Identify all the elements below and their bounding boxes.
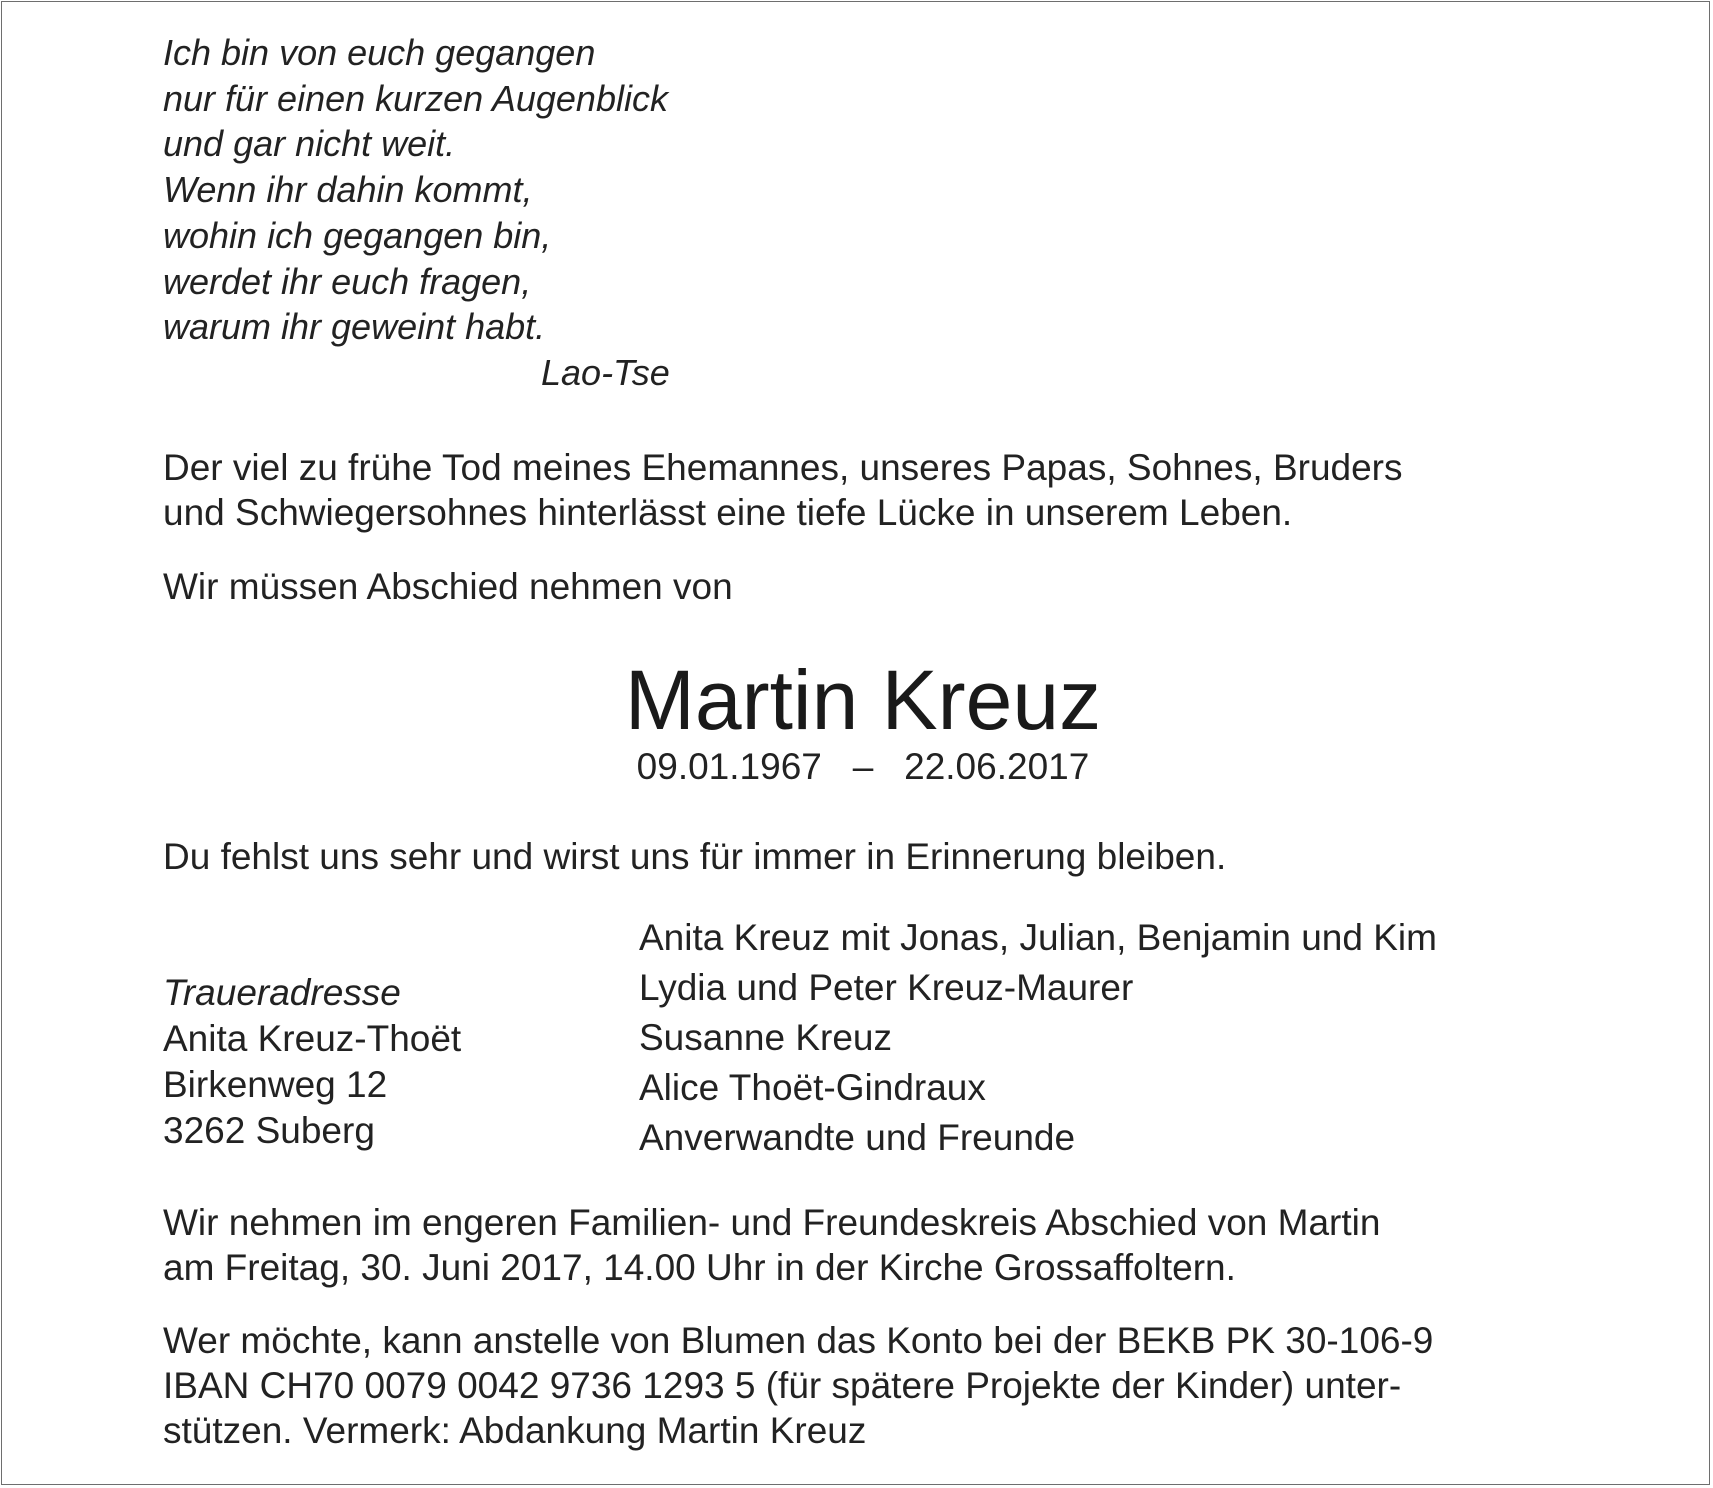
donation-line: stützen. Vermerk: Abdankung Martin Kreuz <box>163 1410 867 1451</box>
address-line: 3262 Suberg <box>163 1110 375 1151</box>
farewell-intro: Wir müssen Abschied nehmen von <box>163 566 733 607</box>
intro-line: Der viel zu frühe Tod meines Ehemannes, unseres Papas, Sohnes, Bruders <box>163 447 1403 488</box>
death-date: 22.06.2017 <box>904 746 1090 787</box>
poem-line: Ich bin von euch gegangen <box>163 32 596 73</box>
birth-date: 09.01.1967 <box>636 746 822 787</box>
mourner-entry: Alice Thoët-Gindraux <box>639 1067 986 1108</box>
mourner-entry: Anverwandte und Freunde <box>639 1117 1076 1158</box>
service-paragraph <box>163 1200 1380 1290</box>
date-separator: – <box>852 746 874 787</box>
address-label: Traueradresse <box>163 972 401 1013</box>
poem-line: und gar nicht weit. <box>163 123 456 165</box>
mourners-list <box>639 913 1437 1163</box>
mourning-address <box>163 970 461 1154</box>
poem-line: warum ihr geweint habt. <box>163 306 546 348</box>
remembrance-text: Du fehlst uns sehr und wirst uns für immer in Erinnerung bleiben. <box>163 836 1227 877</box>
service-line: Wir nehmen im engeren Familien- und Freundeskreis Abschied von Martin <box>163 1202 1381 1243</box>
mourner-entry: Lydia und Peter Kreuz-Maurer <box>639 967 1134 1008</box>
life-dates <box>163 744 1563 789</box>
deceased-name: Martin Kreuz <box>624 653 1102 747</box>
poem-author: Lao-Tse <box>541 351 670 393</box>
intro-line: und Schwiegersohnes hinterlässt eine tiefe Lücke in unserem Leben. <box>163 492 1293 533</box>
intro-paragraph <box>163 445 1403 535</box>
poem-line: nur für einen kurzen Augenblick <box>163 77 668 119</box>
donation-paragraph <box>163 1318 1433 1453</box>
address-line: Birkenweg 12 <box>163 1064 388 1105</box>
address-line: Anita Kreuz-Thoët <box>163 1018 462 1059</box>
donation-line: Wer möchte, kann anstelle von Blumen das Konto bei der BEKB PK 30-106-9 <box>163 1320 1434 1361</box>
mourner-entry: Susanne Kreuz <box>639 1017 893 1058</box>
poem-line: werdet ihr euch fragen, <box>163 260 532 302</box>
poem <box>163 30 670 396</box>
poem-line: Wenn ihr dahin kommt, <box>163 169 533 211</box>
donation-line: IBAN CH70 0079 0042 9736 1293 5 (für spätere Projekte der Kinder) unter- <box>163 1365 1402 1406</box>
service-line: am Freitag, 30. Juni 2017, 14.00 Uhr in der Kirche Grossaffoltern. <box>163 1247 1236 1288</box>
poem-line: wohin ich gegangen bin, <box>163 214 552 256</box>
mourner-entry: Anita Kreuz mit Jonas, Julian, Benjamin und Kim <box>639 917 1437 958</box>
